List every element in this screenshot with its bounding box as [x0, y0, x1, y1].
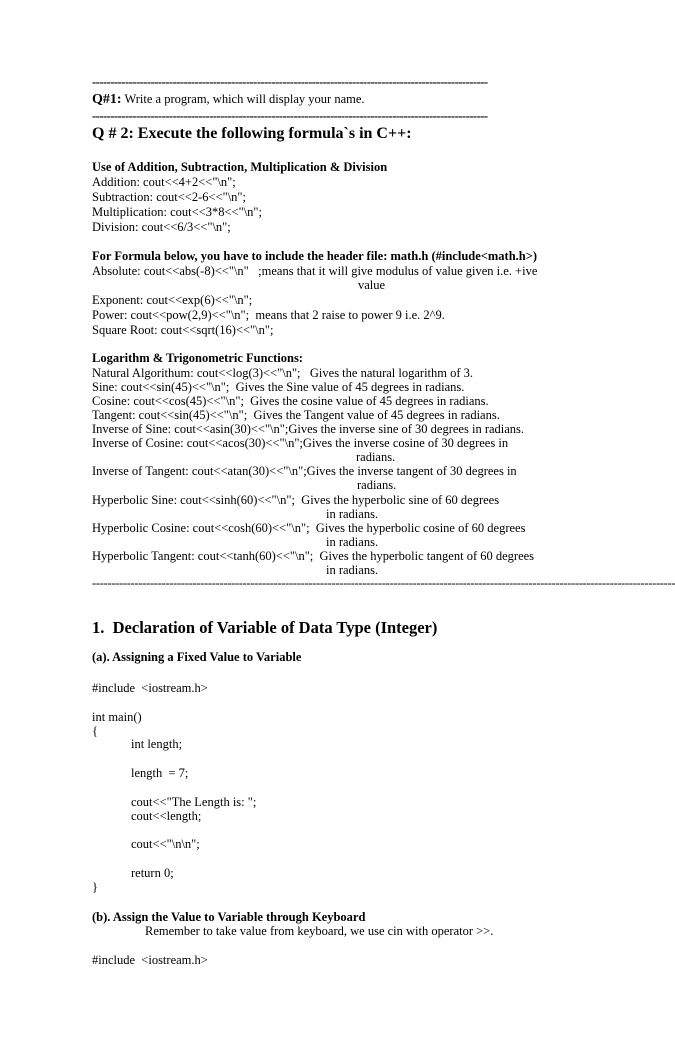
section-1b-text: Remember to take value from keyboard, we use cin with operator >>.	[145, 924, 494, 938]
arith-line: Division: cout<<6/3<<"\n";	[92, 220, 231, 234]
arith-line: Addition: cout<<4+2<<"\n";	[92, 175, 236, 189]
section-1b-heading: (b). Assign the Value to Variable through Keyboard	[92, 910, 366, 924]
separator-line: ------------------------------------------------------------------------------------------------------------	[92, 75, 488, 89]
code-line: }	[92, 880, 98, 894]
inverse-cosine-continuation: radians.	[356, 450, 396, 464]
sqrt-line: Square Root: cout<<sqrt(16)<<"\n";	[92, 323, 274, 337]
cosine-line: Cosine: cout<<cos(45)<<"\n"; Gives the cosine value of 45 degrees in radians.	[92, 394, 489, 408]
hyperbolic-tangent-line: Hyperbolic Tangent: cout<<tanh(60)<<"\n"; Gives the hyperbolic tangent of 60 degrees	[92, 549, 535, 563]
code-line: #include <iostream.h>	[92, 953, 208, 967]
inverse-tangent-continuation: radians.	[357, 478, 397, 492]
section-1-title: 1. Declaration of Variable of Data Type (Integer)	[92, 618, 438, 637]
hyperbolic-sine-continuation: in radians.	[326, 507, 379, 521]
code-line: {	[92, 724, 98, 738]
code-line: cout<<length;	[131, 809, 202, 823]
code-line: cout<<"The Length is: ";	[131, 795, 257, 809]
separator-line: -------------------------------------------------------------------------------------------------------------------------------------------------------	[92, 576, 675, 590]
hyperbolic-cosine-line: Hyperbolic Cosine: cout<<cosh(60)<<"\n"; Gives the hyperbolic cosine of 60 degrees	[92, 521, 526, 535]
tangent-line: Tangent: cout<<sin(45)<<"\n"; Gives the Tangent value of 45 degrees in radians.	[92, 408, 500, 422]
inverse-cosine-line: Inverse of Cosine: cout<<acos(30)<<"\n";Gives the inverse cosine of 30 degrees in	[92, 436, 509, 450]
code-line: #include <iostream.h>	[92, 681, 208, 695]
hyperbolic-sine-line: Hyperbolic Sine: cout<<sinh(60)<<"\n"; Gives the hyperbolic sine of 60 degrees	[92, 493, 500, 507]
inverse-tangent-line: Inverse of Tangent: cout<<atan(30)<<"\n";Gives the inverse tangent of 30 degrees in	[92, 464, 517, 478]
question-2-title: Q # 2: Execute the following formula`s in C++:	[92, 125, 412, 142]
code-line: int length;	[131, 737, 183, 751]
arith-line: Multiplication: cout<<3*8<<"\n";	[92, 205, 262, 219]
question-1	[92, 92, 365, 107]
code-line: length = 7;	[131, 766, 189, 780]
natural-log-line: Natural Algorithum: cout<<log(3)<<"\n"; Gives the natural logarithm of 3.	[92, 366, 474, 380]
hyperbolic-tangent-continuation: in radians.	[326, 563, 379, 577]
hyperbolic-cosine-continuation: in radians.	[326, 535, 379, 549]
section-1a-heading: (a). Assigning a Fixed Value to Variable	[92, 650, 302, 664]
inverse-sine-line: Inverse of Sine: cout<<asin(30)<<"\n";Gives the inverse sine of 30 degrees in radians.	[92, 422, 525, 436]
exponent-line: Exponent: cout<<exp(6)<<"\n";	[92, 293, 253, 307]
code-line: return 0;	[131, 866, 174, 880]
absolute-line: Absolute: cout<<abs(-8)<<"\n" ;means that it will give modulus of value given i.e. +ive	[92, 264, 538, 278]
arithmetic-heading: Use of Addition, Subtraction, Multiplication & Division	[92, 160, 388, 174]
power-line: Power: cout<<pow(2,9)<<"\n"; means that 2 raise to power 9 i.e. 2^9.	[92, 308, 445, 322]
code-line: cout<<"\n\n";	[131, 837, 200, 851]
math-heading: For Formula below, you have to include the header file: math.h (#include<math.h>)	[92, 249, 538, 263]
question-1-text: Write a program, which will display your name.	[121, 92, 365, 106]
sine-line: Sine: cout<<sin(45)<<"\n"; Gives the Sine value of 45 degrees in radians.	[92, 380, 465, 394]
separator-line: ------------------------------------------------------------------------------------------------------------	[92, 109, 488, 123]
absolute-line-continuation: value	[358, 278, 386, 292]
code-line: int main()	[92, 710, 142, 724]
question-1-label: Q#1:	[92, 92, 122, 107]
arith-line: Subtraction: cout<<2-6<<"\n";	[92, 190, 247, 204]
trig-heading: Logarithm & Trigonometric Functions:	[92, 351, 303, 365]
